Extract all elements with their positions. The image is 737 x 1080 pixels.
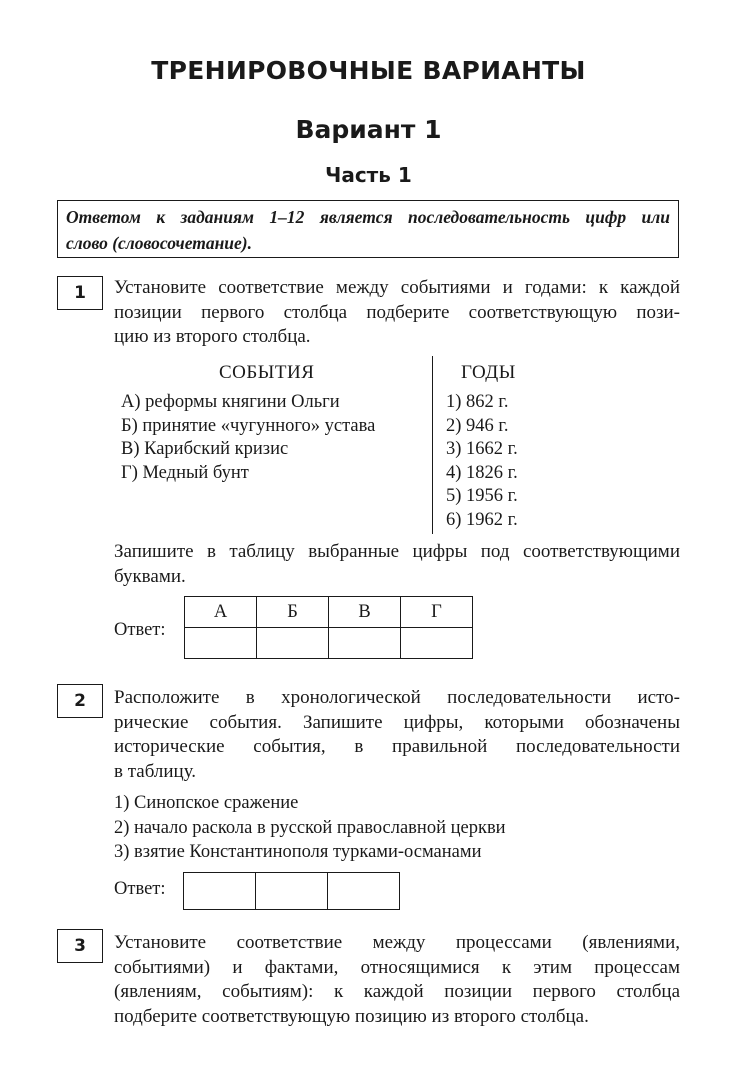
answer-table-1 [184, 596, 473, 659]
answer-cell[interactable] [256, 873, 328, 910]
text-line: позиции первого столбца подберите соответствующую пози- [114, 301, 680, 323]
answer-cell[interactable] [257, 628, 329, 659]
instruction-line: Ответом к заданиям 1–12 является последовательность цифр или [66, 207, 670, 227]
list-item: В) Карибский кризис [121, 439, 289, 460]
answer-header-cell: Г [401, 597, 473, 628]
table-row [184, 873, 400, 910]
text-line: в таблицу. [114, 760, 197, 782]
answer-label: Ответ: [114, 620, 166, 640]
events-list [121, 391, 375, 485]
answer-header-cell: А [185, 597, 257, 628]
answer-label: Ответ: [114, 879, 166, 899]
years-column-header: ГОДЫ [461, 362, 516, 383]
list-item: 2) начало раскола в русской православной церкви [114, 817, 506, 838]
answer-header-cell: В [329, 597, 401, 628]
text-line: рические события. Запишите цифры, которыми обозначены [114, 711, 680, 733]
text-line: подберите соответствующую позицию из второго столбца. [114, 1005, 589, 1027]
list-item: Б) принятие «чугунного» устава [121, 415, 376, 436]
list-item: 3) взятие Константинополя турками-османами [114, 842, 482, 862]
text-line: буквами. [114, 565, 186, 587]
text-line: исторические события, в правильной последовательности [114, 736, 680, 757]
list-item: 6) 1962 г. [446, 509, 518, 530]
list-item: 2) 946 г. [446, 415, 509, 436]
instruction-box [57, 200, 679, 258]
list-item: 3) 1662 г. [446, 439, 518, 460]
list-item: 5) 1956 г. [446, 486, 518, 507]
part-title: Часть 1 [325, 163, 412, 187]
answer-table-2 [183, 872, 400, 910]
table-row [185, 597, 473, 628]
question-number-3: 3 [57, 929, 103, 963]
answer-cell[interactable] [329, 628, 401, 659]
events-list-2 [114, 791, 506, 865]
events-column-header: СОБЫТИЯ [219, 362, 315, 383]
list-item: 1) 862 г. [446, 392, 509, 412]
question-3-text [114, 931, 680, 1029]
section-title: ТРЕНИРОВОЧНЫЕ ВАРИАНТЫ [151, 56, 586, 85]
list-item: Г) Медный бунт [121, 462, 249, 483]
list-item: 4) 1826 г. [446, 462, 518, 483]
question-1-text [114, 276, 680, 350]
answer-cell[interactable] [328, 873, 400, 910]
answer-instruction [114, 540, 680, 589]
text-line: Расположите в хронологической последовательности исто- [114, 687, 680, 708]
text-line: Установите соответствие между процессами (явлениями, [114, 932, 680, 953]
answer-cell[interactable] [401, 628, 473, 659]
text-line: Запишите в таблицу выбранные цифры под соответствующими [114, 541, 680, 562]
text-line: (явлениям, событиям): к каждой позиции первого столбца [114, 981, 680, 1002]
answer-cell[interactable] [184, 873, 256, 910]
answer-cell[interactable] [185, 628, 257, 659]
column-divider [432, 356, 433, 534]
question-number-2: 2 [57, 684, 103, 718]
answer-header-cell: Б [257, 597, 329, 628]
question-2-text [114, 686, 680, 784]
instruction-line: слово (словосочетание). [66, 233, 253, 253]
table-row [185, 628, 473, 659]
years-list [446, 391, 518, 533]
list-item: 1) Синопское сражение [114, 793, 299, 813]
list-item: А) реформы княгини Ольги [121, 392, 340, 412]
text-line: событиями) и фактами, относящимися к этим процессам [114, 956, 680, 978]
question-number-1: 1 [57, 276, 103, 310]
text-line: Установите соответствие между событиями и годами: к каждой [114, 277, 680, 298]
variant-title: Вариант 1 [295, 115, 442, 144]
text-line: цию из второго столбца. [114, 326, 311, 347]
